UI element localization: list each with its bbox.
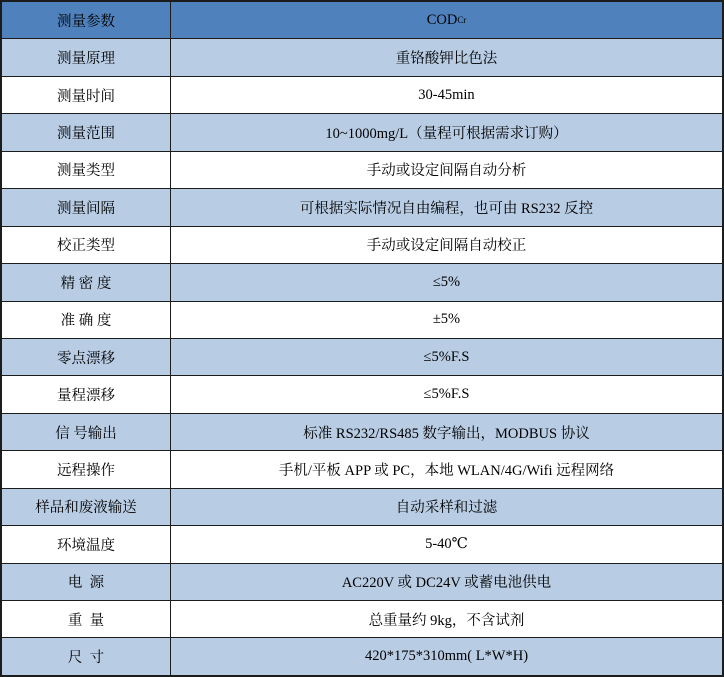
row-value: 手动或设定间隔自动分析 bbox=[366, 163, 527, 180]
row-value: 标准 RS232/RS485 数字输出，MODBUS 协议 bbox=[303, 425, 590, 442]
row-label: 测量范围 bbox=[2, 114, 171, 150]
row-label: 重 量 bbox=[2, 601, 171, 637]
table-row bbox=[2, 189, 722, 226]
row-label: 零点漂移 bbox=[2, 339, 171, 375]
row-value: 手动或设定间隔自动校正 bbox=[366, 238, 527, 255]
table-row bbox=[2, 339, 722, 376]
table-row bbox=[2, 114, 722, 151]
table-row bbox=[2, 601, 722, 638]
table-row bbox=[2, 302, 722, 339]
row-label: 尺 寸 bbox=[2, 638, 171, 674]
table-row bbox=[2, 39, 722, 76]
table-row bbox=[2, 376, 722, 413]
row-value: 5-40℃ bbox=[425, 535, 468, 552]
table-header-row bbox=[2, 2, 722, 39]
table-row bbox=[2, 526, 722, 563]
row-label: 测量时间 bbox=[2, 77, 171, 113]
row-label: 信 号输出 bbox=[2, 414, 171, 450]
table-row bbox=[2, 152, 722, 189]
table-row bbox=[2, 227, 722, 264]
row-value: 30-45min bbox=[418, 86, 475, 103]
row-label: 测量原理 bbox=[2, 39, 171, 75]
header-value-subscript: Cr bbox=[457, 14, 467, 25]
table-row bbox=[2, 77, 722, 114]
row-value: 420*175*310mm( L*W*H) bbox=[364, 648, 529, 665]
row-value: 10~1000mg/L（量程可根据需求订购） bbox=[325, 126, 568, 143]
table-row bbox=[2, 264, 722, 301]
row-value: 总重量约 9kg，不含试剂 bbox=[368, 612, 525, 629]
row-label: 测量间隔 bbox=[2, 189, 171, 225]
header-value-main: COD bbox=[426, 11, 458, 28]
row-value: 重铬酸钾比色法 bbox=[395, 51, 498, 68]
row-value: ≤5%F.S bbox=[423, 386, 470, 403]
row-label: 精 密 度 bbox=[2, 264, 171, 300]
table-row bbox=[2, 414, 722, 451]
row-value: ≤5% bbox=[432, 273, 461, 290]
table-row bbox=[2, 451, 722, 488]
row-label: 测量类型 bbox=[2, 152, 171, 188]
row-value: AC220V 或 DC24V 或蓄电池供电 bbox=[341, 575, 552, 592]
row-label: 环境温度 bbox=[2, 526, 171, 562]
row-value: ≤5%F.S bbox=[423, 348, 470, 365]
row-label: 电 源 bbox=[2, 564, 171, 600]
header-value bbox=[171, 2, 722, 38]
row-label: 量程漂移 bbox=[2, 376, 171, 412]
row-label: 样品和废液输送 bbox=[2, 489, 171, 525]
row-value: ±5% bbox=[432, 311, 461, 328]
table-row bbox=[2, 489, 722, 526]
row-label: 校正类型 bbox=[2, 227, 171, 263]
row-label: 远程操作 bbox=[2, 451, 171, 487]
row-value: 手机/平板 APP 或 PC，本地 WLAN/4G/Wifi 远程网络 bbox=[278, 462, 615, 479]
row-label: 准 确 度 bbox=[2, 302, 171, 338]
table-row bbox=[2, 564, 722, 601]
row-value: 自动采样和过滤 bbox=[395, 500, 498, 517]
row-value: 可根据实际情况自由编程，也可由 RS232 反控 bbox=[299, 200, 594, 217]
table-row bbox=[2, 638, 722, 674]
header-label: 测量参数 bbox=[2, 2, 171, 38]
